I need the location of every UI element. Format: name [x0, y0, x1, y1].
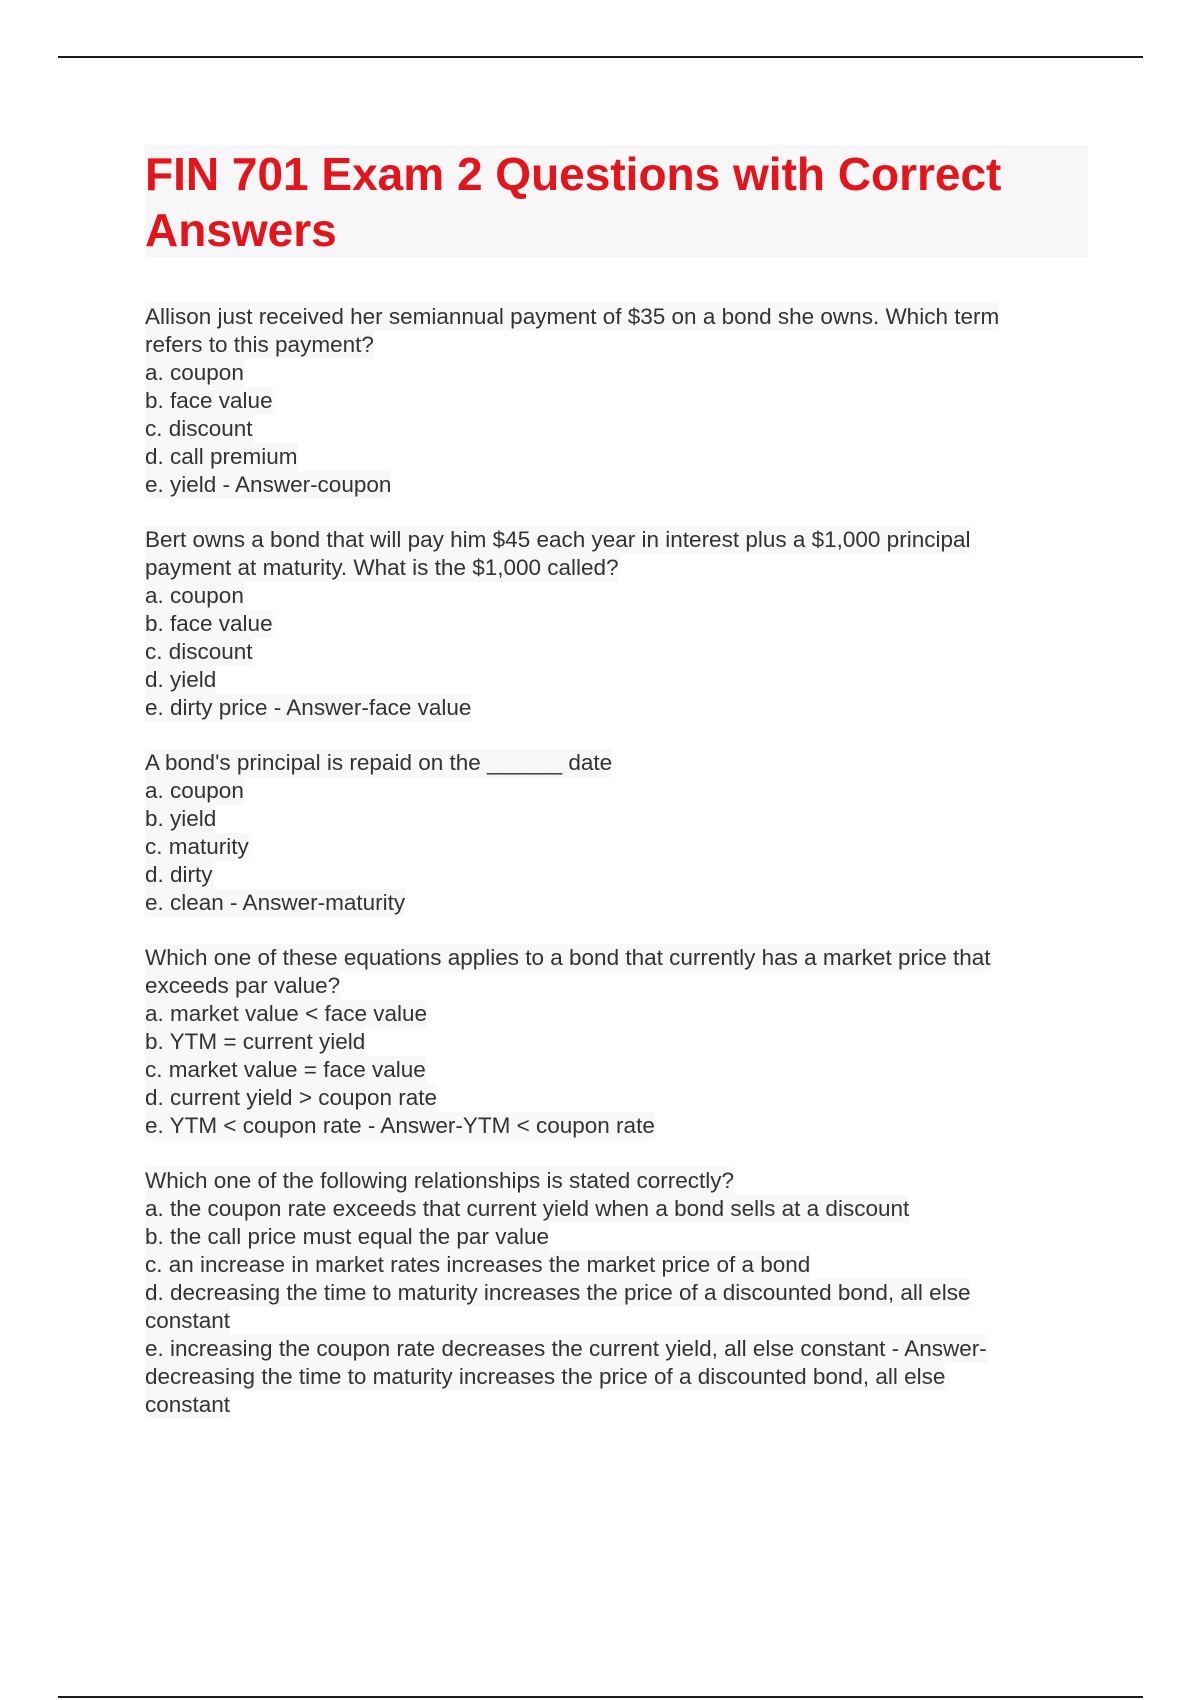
question-block — [145, 303, 1088, 499]
question-line: Which one of these equations applies to a bond that currently has a market price that — [145, 945, 991, 970]
question-line: Which one of the following relationships is stated correctly? — [145, 1168, 735, 1193]
question-line: b. yield — [145, 806, 217, 831]
question-line: b. the call price must equal the par value — [145, 1224, 549, 1249]
question-line: c. maturity — [145, 834, 249, 859]
question-line: a. coupon — [145, 778, 244, 803]
question-line: refers to this payment? — [145, 332, 374, 357]
question-line: d. current yield > coupon rate — [145, 1085, 438, 1110]
question-line: Bert owns a bond that will pay him $45 each year in interest plus a $1,000 principal — [145, 527, 971, 552]
question-line: d. decreasing the time to maturity increases the price of a discounted bond, all else — [145, 1280, 971, 1305]
top-rule — [58, 56, 1143, 58]
question-line: constant — [145, 1308, 231, 1333]
question-block — [145, 944, 1088, 1140]
question-line: e. clean - Answer-maturity — [145, 890, 406, 915]
question-line: c. an increase in market rates increases the market price of a bond — [145, 1252, 811, 1277]
document-body — [145, 145, 1088, 1446]
bottom-rule — [58, 1696, 1143, 1698]
question-line: e. increasing the coupon rate decreases the current yield, all else constant - Answer- — [145, 1336, 987, 1361]
title-box — [145, 145, 1088, 257]
question-line: e. yield - Answer-coupon — [145, 472, 392, 497]
question-block — [145, 526, 1088, 722]
question-line: c. discount — [145, 639, 253, 664]
document-title: FIN 701 Exam 2 Questions with Correct Answers — [145, 148, 1002, 256]
question-block — [145, 1167, 1088, 1419]
question-line: b. face value — [145, 388, 273, 413]
question-line: Allison just received her semiannual payment of $35 on a bond she owns. Which term — [145, 304, 1000, 329]
question-line: d. dirty — [145, 862, 213, 887]
question-line: d. call premium — [145, 444, 298, 469]
question-line: a. coupon — [145, 360, 244, 385]
question-block — [145, 749, 1088, 917]
question-line: b. face value — [145, 611, 273, 636]
question-line: a. market value < face value — [145, 1001, 428, 1026]
question-line: a. coupon — [145, 583, 244, 608]
question-line: exceeds par value? — [145, 973, 341, 998]
question-line: A bond's principal is repaid on the ______ date — [145, 750, 613, 775]
question-list — [145, 303, 1088, 1419]
question-line: constant — [145, 1392, 231, 1417]
question-line: decreasing the time to maturity increases the price of a discounted bond, all else — [145, 1364, 946, 1389]
question-line: e. dirty price - Answer-face value — [145, 695, 472, 720]
question-line: d. yield — [145, 667, 217, 692]
question-line: payment at maturity. What is the $1,000 called? — [145, 555, 619, 580]
question-line: c. discount — [145, 416, 253, 441]
question-line: e. YTM < coupon rate - Answer-YTM < coupon rate — [145, 1113, 655, 1138]
question-line: a. the coupon rate exceeds that current yield when a bond sells at a discount — [145, 1196, 910, 1221]
question-line: b. YTM = current yield — [145, 1029, 366, 1054]
question-line: c. market value = face value — [145, 1057, 426, 1082]
